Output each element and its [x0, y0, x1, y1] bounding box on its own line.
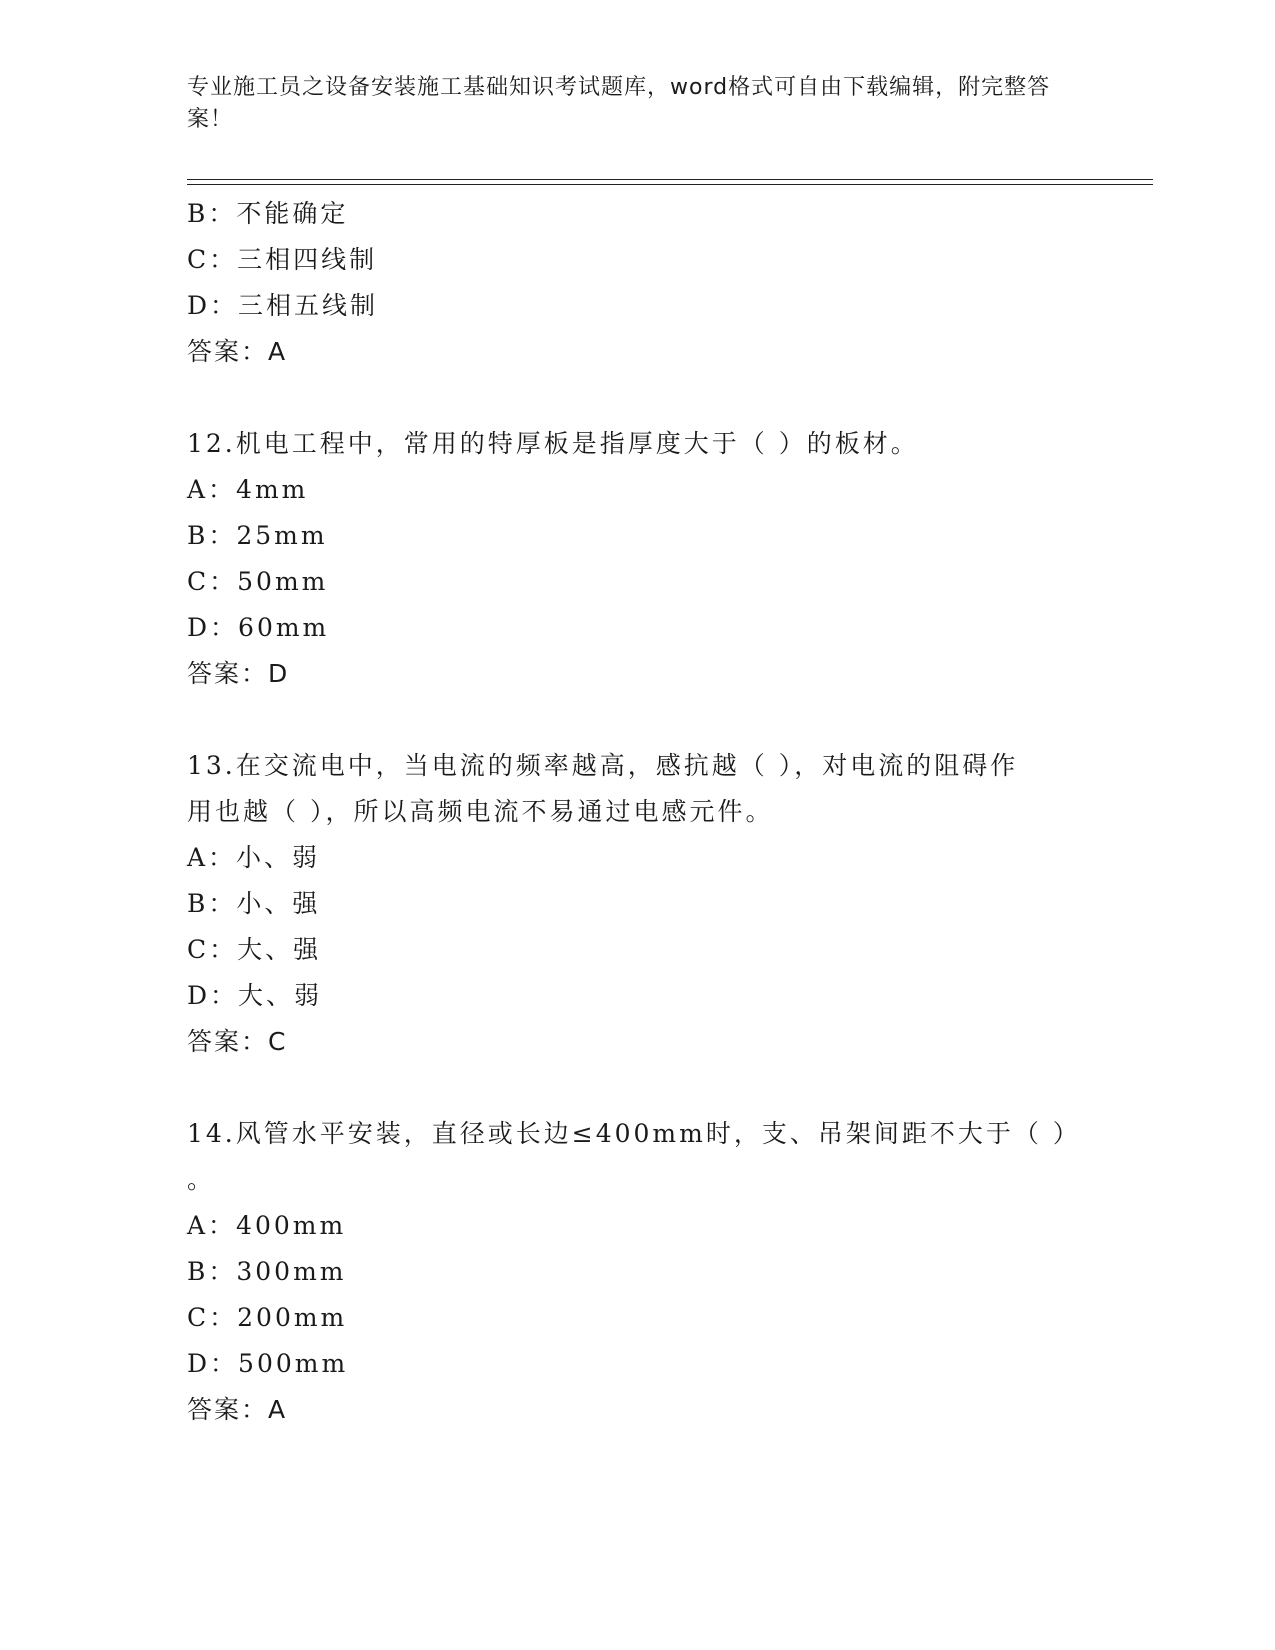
question-text-line-1: 13.在交流电中，当电流的频率越高，感抗越（ ），对电流的阻碍作 [187, 751, 1019, 780]
option-a: A：400mm [187, 1211, 347, 1240]
option-c: C：50mm [187, 567, 329, 596]
option-a: A：4mm [187, 475, 309, 504]
question-text-line-2: 。 [187, 1165, 216, 1194]
header-divider-bottom [187, 184, 1153, 185]
option-b: B：小、强 [187, 889, 321, 918]
answer-line: 答案：C [187, 1027, 288, 1056]
question-11-continued [187, 191, 1087, 375]
option-a: A：小、弱 [187, 843, 321, 872]
question-text-line-1: 14.风管水平安装，直径或长边≤400mm时，支、吊架间距不大于（ ） [187, 1119, 1081, 1148]
question-12 [187, 421, 1087, 697]
question-text-line-2: 用也越（ ），所以高频电流不易通过电感元件。 [187, 797, 774, 826]
option-d: D：60mm [187, 613, 330, 642]
document-header [187, 72, 1067, 136]
answer-line: 答案：A [187, 1395, 288, 1424]
answer-line: 答案：D [187, 659, 290, 688]
spacer [187, 375, 1087, 421]
spacer [187, 1065, 1087, 1111]
option-d: D：大、弱 [187, 981, 323, 1010]
question-14 [187, 1111, 1087, 1433]
answer-line: 答案：A [187, 337, 288, 366]
question-13 [187, 743, 1087, 1065]
spacer [187, 697, 1087, 743]
option-b: B：300mm [187, 1257, 347, 1286]
option-d: D：三相五线制 [187, 291, 379, 320]
option-c: C：大、强 [187, 935, 322, 964]
header-title: 专业施工员之设备安装施工基础知识考试题库，word格式可自由下载编辑，附完整答案！ [187, 75, 1051, 132]
option-b: B：25mm [187, 521, 328, 550]
option-c: C：三相四线制 [187, 245, 378, 274]
option-c: C：200mm [187, 1303, 348, 1332]
option-d: D：500mm [187, 1349, 349, 1378]
question-text: 12.机电工程中，常用的特厚板是指厚度大于（ ）的板材。 [187, 429, 919, 458]
header-divider-top [187, 179, 1153, 180]
option-b: B：不能确定 [187, 199, 349, 228]
question-list [187, 191, 1087, 1433]
